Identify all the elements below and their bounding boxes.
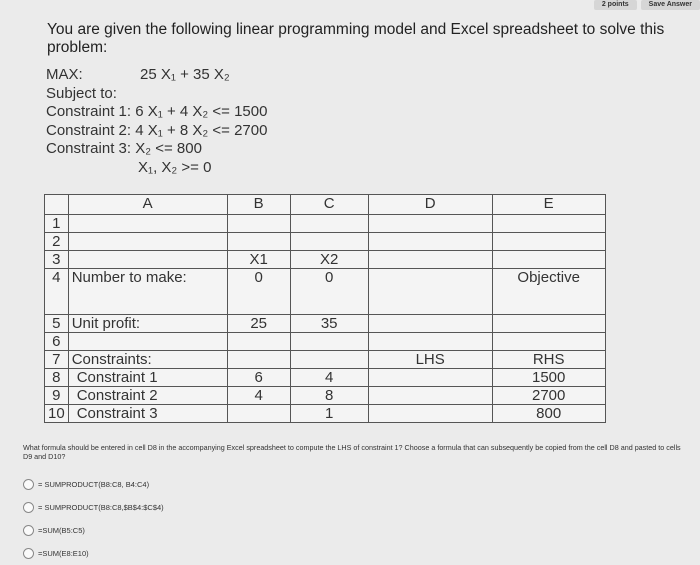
cell-d6 bbox=[368, 333, 492, 351]
cell-e2 bbox=[492, 233, 605, 251]
cell-d7: LHS bbox=[368, 351, 492, 369]
table-row bbox=[45, 233, 606, 251]
option-label: =SUM(E8:E10) bbox=[38, 549, 89, 558]
radio-button[interactable] bbox=[23, 525, 34, 536]
answer-option[interactable] bbox=[23, 496, 164, 519]
cell-e1 bbox=[492, 215, 605, 233]
cell-b7 bbox=[227, 351, 290, 369]
cell-c2 bbox=[290, 233, 368, 251]
col-header-d: D bbox=[368, 195, 492, 215]
col-header-b: B bbox=[227, 195, 290, 215]
cell-d1 bbox=[368, 215, 492, 233]
constraint-1: Constraint 1: 6 X₁ + 4 X₂ <= 1500 bbox=[46, 103, 268, 120]
table-row bbox=[45, 387, 606, 405]
row-number: 2 bbox=[45, 233, 69, 251]
cell-e10: 800 bbox=[492, 405, 605, 423]
top-bar bbox=[594, 0, 700, 10]
cell-d2 bbox=[368, 233, 492, 251]
answer-option[interactable] bbox=[23, 519, 164, 542]
objective-function: 25 X₁ + 35 X₂ bbox=[140, 66, 230, 83]
cell-d9 bbox=[368, 387, 492, 405]
cell-a2 bbox=[68, 233, 227, 251]
constraint-2: Constraint 2: 4 X₁ + 8 X₂ <= 2700 bbox=[46, 121, 268, 139]
constraint-3: Constraint 3: X₂ <= 800 bbox=[46, 140, 202, 157]
cell-b8: 6 bbox=[227, 369, 290, 387]
row-number: 9 bbox=[45, 387, 69, 405]
points-badge: 2 points bbox=[594, 0, 637, 10]
cell-c8: 4 bbox=[290, 369, 368, 387]
cell-d10 bbox=[368, 405, 492, 423]
cell-e4: Objective bbox=[492, 269, 605, 315]
cell-b3: X1 bbox=[227, 251, 290, 269]
cell-c1 bbox=[290, 215, 368, 233]
row-number: 1 bbox=[45, 215, 69, 233]
cell-d5 bbox=[368, 315, 492, 333]
header-row bbox=[45, 195, 606, 215]
table-row bbox=[45, 351, 606, 369]
question-intro: You are given the following linear programming model and Excel spreadsheet to solve this problem: bbox=[47, 21, 665, 56]
cell-e9: 2700 bbox=[492, 387, 605, 405]
cell-b5: 25 bbox=[227, 315, 290, 333]
cell-e6 bbox=[492, 333, 605, 351]
table-row bbox=[45, 215, 606, 233]
answer-options bbox=[23, 473, 164, 565]
cell-c5: 35 bbox=[290, 315, 368, 333]
subject-to: Subject to: bbox=[46, 84, 117, 102]
table-row bbox=[45, 251, 606, 269]
cell-b4: 0 bbox=[227, 269, 290, 315]
cell-b6 bbox=[227, 333, 290, 351]
cell-c10: 1 bbox=[290, 405, 368, 423]
row-number: 5 bbox=[45, 315, 69, 333]
answer-option[interactable] bbox=[23, 542, 164, 565]
row-number: 7 bbox=[45, 351, 69, 369]
cell-a3 bbox=[68, 251, 227, 269]
col-header-a: A bbox=[68, 195, 227, 215]
cell-b10 bbox=[227, 405, 290, 423]
cell-a7: Constraints: bbox=[68, 351, 227, 369]
table-row bbox=[45, 405, 606, 423]
cell-d8[interactable] bbox=[368, 369, 492, 387]
cell-b1 bbox=[227, 215, 290, 233]
cell-a1 bbox=[68, 215, 227, 233]
corner-cell bbox=[45, 195, 69, 215]
row-number: 3 bbox=[45, 251, 69, 269]
cell-c3: X2 bbox=[290, 251, 368, 269]
cell-c9: 8 bbox=[290, 387, 368, 405]
cell-a5: Unit profit: bbox=[68, 315, 227, 333]
cell-e3 bbox=[492, 251, 605, 269]
cell-c4: 0 bbox=[290, 269, 368, 315]
cell-b9: 4 bbox=[227, 387, 290, 405]
cell-c6 bbox=[290, 333, 368, 351]
row-number: 8 bbox=[45, 369, 69, 387]
table-row bbox=[45, 369, 606, 387]
cell-d4 bbox=[368, 269, 492, 315]
cell-d3 bbox=[368, 251, 492, 269]
cell-e5 bbox=[492, 315, 605, 333]
spreadsheet bbox=[44, 194, 606, 423]
row-number: 4 bbox=[45, 269, 69, 315]
cell-a8: Constraint 1 bbox=[68, 369, 227, 387]
cell-a6 bbox=[68, 333, 227, 351]
row-number: 6 bbox=[45, 333, 69, 351]
table-row bbox=[45, 315, 606, 333]
radio-button[interactable] bbox=[23, 502, 34, 513]
lp-model bbox=[46, 66, 267, 177]
cell-b2 bbox=[227, 233, 290, 251]
cell-c7 bbox=[290, 351, 368, 369]
non-negativity: X₁, X₂ >= 0 bbox=[138, 158, 212, 176]
max-label: MAX: bbox=[46, 66, 83, 83]
answer-option[interactable] bbox=[23, 473, 164, 496]
col-header-c: C bbox=[290, 195, 368, 215]
option-label: = SUMPRODUCT(B8:C8, B4:C4) bbox=[38, 480, 150, 489]
table-row bbox=[45, 269, 606, 315]
radio-button[interactable] bbox=[23, 548, 34, 559]
cell-e7: RHS bbox=[492, 351, 605, 369]
save-answer-button[interactable]: Save Answer bbox=[641, 0, 700, 10]
cell-a9: Constraint 2 bbox=[68, 387, 227, 405]
table-row bbox=[45, 333, 606, 351]
cell-a10: Constraint 3 bbox=[68, 405, 227, 423]
col-header-e: E bbox=[492, 195, 605, 215]
question-prompt: What formula should be entered in cell D8 in the accompanying Excel spreadsheet to compute the LHS of constraint 1? Choose a formula that can subsequently be copied from the cell D8 and pasted to cells D9 and D10? bbox=[23, 443, 681, 461]
cell-e8: 1500 bbox=[492, 369, 605, 387]
cell-a4: Number to make: bbox=[68, 269, 227, 315]
row-number: 10 bbox=[45, 405, 69, 423]
option-label: = SUMPRODUCT(B8:C8,$B$4:$C$4) bbox=[38, 503, 164, 512]
radio-button[interactable] bbox=[23, 479, 34, 490]
option-label: =SUM(B5:C5) bbox=[38, 526, 85, 535]
